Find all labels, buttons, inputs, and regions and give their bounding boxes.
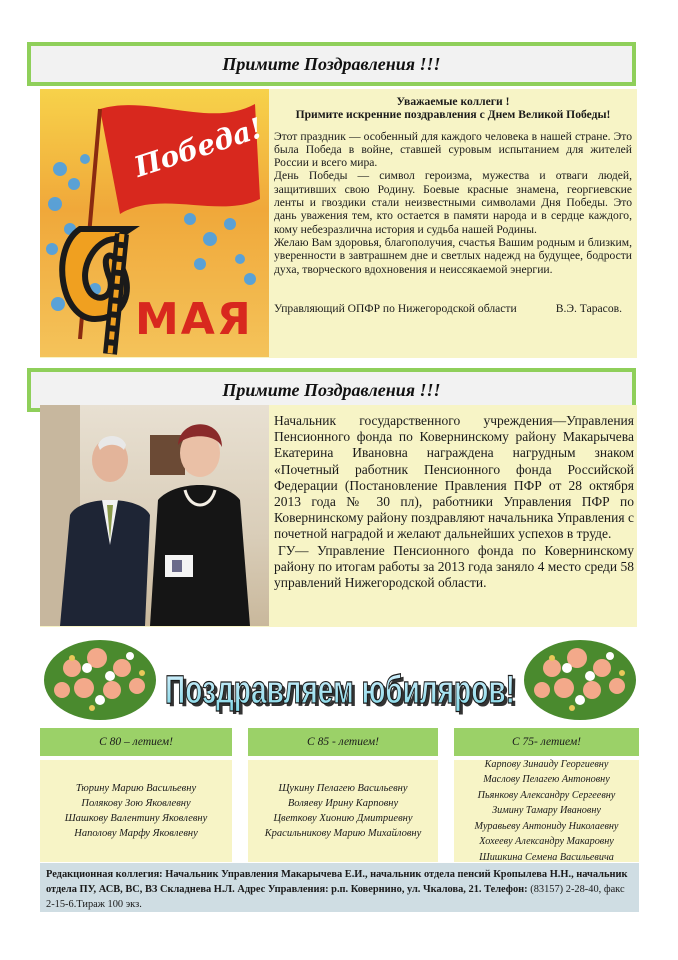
section2-text bbox=[274, 413, 634, 591]
poster-flag-text: Победа! bbox=[130, 111, 267, 184]
jubilee-title-shadow: Поздравляем юбиляров! bbox=[168, 671, 518, 715]
section1-text bbox=[274, 95, 632, 315]
flower-bouquet-left bbox=[42, 628, 158, 724]
jubilee-name: Воляеву Ирину Карповну bbox=[287, 798, 399, 809]
jubilee-title: Поздравляем юбиляров! bbox=[165, 668, 515, 712]
section1-paragraph3: Желаю Вам здоровья, благополучия, счастья Вашим родным и близким, уверенности в завтрашнем дне и светлых надежд на будущее, бодрости духа, творческого вдохновения и неиссякаемой энергии. bbox=[274, 235, 632, 276]
signature-name: В.Э. Тарасов. bbox=[555, 301, 622, 315]
jubilee-name: Цветкову Хионию Дмитриевну bbox=[273, 813, 413, 824]
editorial-footer bbox=[40, 863, 639, 912]
footer-contacts: (83157) 2-28-40, факс 2-15-6.Тираж 100 экз. bbox=[46, 884, 625, 910]
greeting-line2: Примите искренние поздравления с Днем Великой Победы! bbox=[295, 108, 611, 122]
jubilee-name: Зимину Тамару Ивановну bbox=[492, 805, 601, 817]
jubilee-name: Наполову Марфу Яковлевну bbox=[74, 828, 198, 839]
bouquet-right-graphic bbox=[522, 628, 638, 724]
jubilee-name: Тюрину Марию Васильевну bbox=[75, 783, 197, 794]
jubilee-name: Красильникову Марию Михайловну bbox=[264, 828, 422, 839]
column-80-list bbox=[40, 760, 232, 862]
section1-paragraph2: День Победы — символ героизма, мужества и отваги людей, защитивших свою Родину. Боевые красные знамена, георгиевские ленты и гвоздики стали неизвестными символами Дня Победы. Это дань уважения тем, кто остается в памяти народа и в сердце каждого, кому небезразлична история и судьба нашей Родины. bbox=[274, 169, 632, 236]
jubilee-name: Пьянкову Александру Сергеевну bbox=[477, 789, 616, 801]
signature-title: Управляющий ОПФР по Нижегородской области bbox=[274, 301, 517, 315]
jubilee-wordart bbox=[160, 655, 520, 719]
section2-banner-title: Примите Поздравления !!! bbox=[222, 379, 441, 400]
jubilee-name: Щукину Пелагею Васильевну bbox=[278, 783, 408, 794]
jubilee-wordart-graphic bbox=[160, 655, 520, 719]
jubilee-name: Полякову Зою Яковлевну bbox=[81, 798, 191, 809]
flower-bouquet-right bbox=[522, 628, 638, 724]
jubilee-name: Шишкина Семена Васильевича bbox=[479, 851, 614, 863]
victory-day-poster bbox=[40, 89, 269, 357]
section1-paragraph1: Этот праздник — особенный для каждого человека в нашей стране. Это была Победа в войне, ставшей суровым испытанием для жителей России и всего мира. bbox=[274, 129, 632, 170]
column-80-heading: С 80 – летием! bbox=[40, 728, 232, 756]
column-75-list bbox=[454, 760, 639, 862]
column-85-heading: С 85 - летием! bbox=[248, 728, 438, 756]
greeting-line1: Уважаемые коллеги ! bbox=[396, 95, 510, 108]
section2-paragraph2: ГУ— Управление Пенсионного фонда по Ковернинскому району по итогам работы за 2013 года заняло 4 место среди 58 управлений Нижегородской области. bbox=[274, 542, 634, 591]
section1-banner bbox=[27, 42, 636, 86]
signature bbox=[274, 302, 632, 315]
section1-banner-title: Примите Поздравления !!! bbox=[222, 53, 441, 74]
jubilee-name: Маслову Пелагею Антоновну bbox=[483, 774, 610, 786]
bouquet-left-graphic bbox=[42, 628, 158, 724]
jubilee-name: Хохееву Александру Макаровну bbox=[479, 836, 614, 848]
jubilee-column-75 bbox=[454, 728, 639, 862]
award-photo-graphic bbox=[40, 405, 269, 626]
jubilee-column-80 bbox=[40, 728, 232, 862]
section2-paragraph1: Начальник государственного учреждения—Управления Пенсионного фонда по Ковернинскому району Макарычева Екатерина Ивановна награждена нагрудным знаком «Почетный работник Пенсионного фонда Российской Федерации (Постановление Правления ПФР от 28 октября 2013 года № 30 пл), работники Управления ПФР по Ковернинскому району поздравляют начальника Управления с почетной наградой и желают дальнейших успехов в труде. bbox=[274, 413, 634, 542]
footer-editorial-board: Редакционная коллегия: Начальник Управления Макарычева Е.И., начальник отдела пенсий Кропылева Н.Н., начальник отдела ПУ, АСВ, ВС, ВЗ Складнева Н.Л. Адрес Управления: р.п. Ковернино, ул. Чкалова, 21. Телефон: bbox=[46, 869, 628, 895]
jubilee-name: Шашкову Валентину Яковлевну bbox=[64, 813, 208, 824]
jubilee-name: Муравьеву Антониду Николаевну bbox=[474, 820, 619, 832]
column-85-list bbox=[248, 760, 438, 862]
award-photo bbox=[40, 405, 269, 626]
jubilee-column-85 bbox=[248, 728, 438, 862]
column-75-heading: С 75- летием! bbox=[454, 728, 639, 756]
poster-date-word: МАЯ bbox=[135, 294, 253, 345]
jubilee-name: Карпову Зинаиду Георгиевну bbox=[484, 758, 609, 770]
